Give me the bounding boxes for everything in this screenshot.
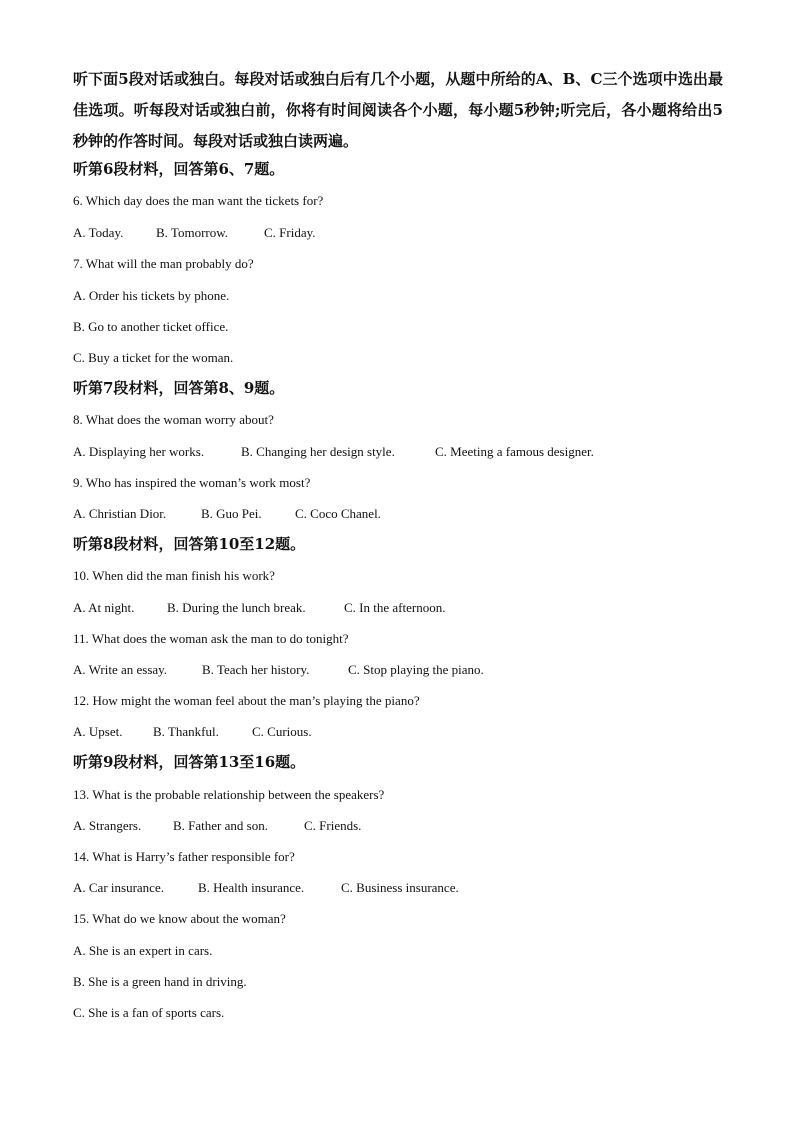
options-row [73,506,381,522]
option: C. Coco Chanel. [295,506,381,521]
option: B. Father and son. [173,818,268,833]
option: C. Buy a ticket for the woman. [73,350,234,365]
question-stem: 13. What is the probable relationship between the speakers? [73,787,385,802]
question-stem: 9. Who has inspired the woman’s work most? [73,475,311,490]
section-header: 听第8段材料，回答第10至12题。 [73,535,306,553]
option: B. Changing her design style. [241,444,395,459]
options-row [73,225,316,241]
option: B. Guo Pei. [201,506,262,521]
section-header: 听第7段材料，回答第8、9题。 [73,379,285,397]
option: C. Business insurance. [341,880,459,895]
option: A. Displaying her works. [73,444,205,459]
question-stem: 14. What is Harry’s father responsible for? [73,849,295,864]
question-stem: 6. Which day does the man want the tickets for? [73,193,324,208]
section-header: 听第6段材料，回答第6、7题。 [73,160,285,178]
option: B. She is a green hand in driving. [73,974,247,989]
option: A. At night. [73,600,135,615]
options-row [73,662,484,678]
question-stem: 11. What does the woman ask the man to do tonight? [73,631,349,646]
options-row [73,600,445,616]
option: A. She is an expert in cars. [73,943,213,958]
question-stem: 7. What will the man probably do? [73,256,254,271]
option: B. Health insurance. [198,880,305,895]
option: A. Christian Dior. [73,506,167,521]
option: C. Friday. [264,225,316,240]
option: A. Today. [73,225,124,240]
option: C. Curious. [252,724,312,739]
instructions: 听下面5段对话或独白。每段对话或独白后有几个小题，从题中所给的A、B、C三个选项中选出最佳选项。听每段对话或独白前，你将有时间阅读各个小题，每小题5秒钟;听完后，各小题将给出5秒钟的作答时间。每段对话或独白读两遍。 [73,70,723,150]
option: A. Upset. [73,724,123,739]
option: C. Meeting a famous designer. [435,444,594,459]
options-row [73,880,459,896]
option: A. Write an essay. [73,662,168,677]
option: A. Order his tickets by phone. [73,288,230,303]
option: C. Friends. [304,818,362,833]
option: B. Go to another ticket office. [73,319,229,334]
option: B. During the lunch break. [167,600,306,615]
option: B. Tomorrow. [156,225,229,240]
question-stem: 10. When did the man finish his work? [73,568,275,583]
option: B. Teach her history. [202,662,310,677]
option: A. Car insurance. [73,880,164,895]
question-stem: 15. What do we know about the woman? [73,911,286,926]
options-row [73,724,312,740]
option: A. Strangers. [73,818,142,833]
option: C. Stop playing the piano. [348,662,484,677]
options-row [73,818,361,834]
option: B. Thankful. [153,724,219,739]
option: C. She is a fan of sports cars. [73,1005,225,1020]
question-stem: 8. What does the woman worry about? [73,412,274,427]
question-stem: 12. How might the woman feel about the man’s playing the piano? [73,693,420,708]
section-header: 听第9段材料，回答第13至16题。 [73,753,306,771]
options-row [73,444,594,460]
option: C. In the afternoon. [344,600,446,615]
